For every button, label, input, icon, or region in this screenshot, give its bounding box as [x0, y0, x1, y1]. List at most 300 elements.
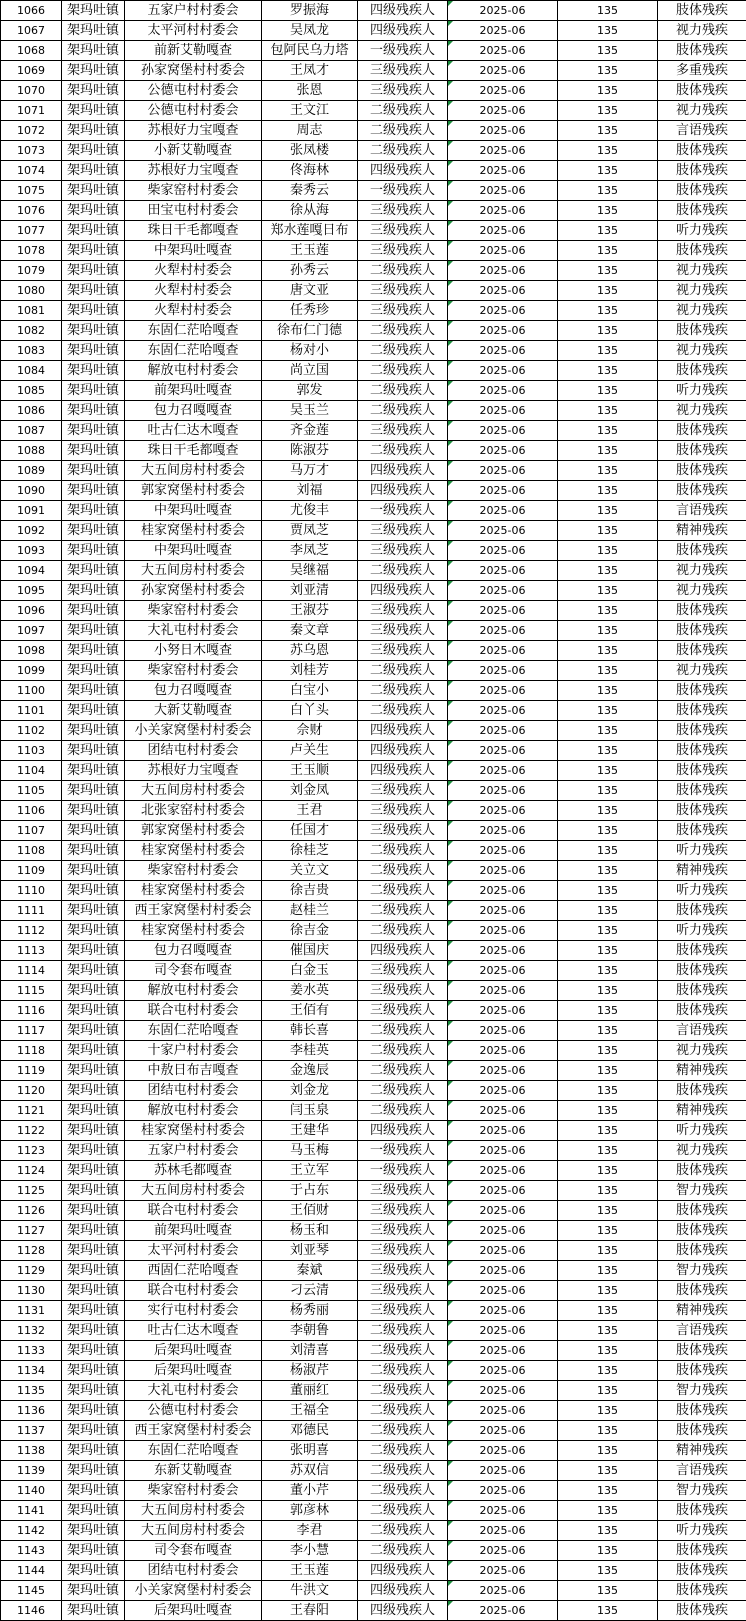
disability-grade-cell: 二级残疾人 [358, 261, 448, 281]
village-cell: 西王家窝堡村村委会 [125, 901, 262, 921]
disability-type-cell: 肢体残疾 [658, 721, 746, 741]
disability-grade-cell: 四级残疾人 [358, 161, 448, 181]
row-number-cell: 1138 [1, 1441, 62, 1461]
village-cell: 大礼屯村村委会 [125, 621, 262, 641]
village-cell: 苏根好力宝嘎查 [125, 761, 262, 781]
town-cell: 架玛吐镇 [62, 241, 125, 261]
table-row [1, 701, 746, 721]
row-number-cell: 1120 [1, 1081, 62, 1101]
amount-cell: 135 [558, 1401, 658, 1421]
town-cell: 架玛吐镇 [62, 221, 125, 241]
amount-cell: 135 [558, 1061, 658, 1081]
village-cell: 东新艾勒嘎查 [125, 1461, 262, 1481]
disability-type-cell: 智力残疾 [658, 1381, 746, 1401]
disability-grade-cell: 三级残疾人 [358, 541, 448, 561]
person-name-cell: 郑水莲嘎日布 [262, 221, 358, 241]
disability-grade-cell: 一级残疾人 [358, 1141, 448, 1161]
row-number-cell: 1131 [1, 1301, 62, 1321]
person-name-cell: 王春阳 [262, 1601, 358, 1621]
person-name-cell: 王文江 [262, 101, 358, 121]
row-number-cell: 1123 [1, 1141, 62, 1161]
person-name-cell: 白金玉 [262, 961, 358, 981]
person-name-cell: 催国庆 [262, 941, 358, 961]
town-cell: 架玛吐镇 [62, 461, 125, 481]
disability-grade-cell: 三级残疾人 [358, 421, 448, 441]
town-cell: 架玛吐镇 [62, 861, 125, 881]
village-cell: 前架玛吐嘎查 [125, 381, 262, 401]
month-cell: 2025-06 [448, 1101, 558, 1121]
amount-cell: 135 [558, 1041, 658, 1061]
month-cell: 2025-06 [448, 321, 558, 341]
amount-cell: 135 [558, 1521, 658, 1541]
row-number-cell: 1126 [1, 1201, 62, 1221]
person-name-cell: 王立军 [262, 1161, 358, 1181]
amount-cell: 135 [558, 1381, 658, 1401]
row-number-cell: 1093 [1, 541, 62, 561]
month-cell: 2025-06 [448, 1141, 558, 1161]
person-name-cell: 关立文 [262, 861, 358, 881]
village-cell: 东固仁茫哈嘎查 [125, 1021, 262, 1041]
village-cell: 珠日干毛都嘎查 [125, 221, 262, 241]
village-cell: 东固仁茫哈嘎查 [125, 341, 262, 361]
month-cell: 2025-06 [448, 81, 558, 101]
amount-cell: 135 [558, 761, 658, 781]
village-cell: 中敖日布吉嘎查 [125, 1061, 262, 1081]
person-name-cell: 李小慧 [262, 1541, 358, 1561]
disability-type-cell: 肢体残疾 [658, 481, 746, 501]
person-name-cell: 王凤才 [262, 61, 358, 81]
amount-cell: 135 [558, 1241, 658, 1261]
person-name-cell: 邓德民 [262, 1421, 358, 1441]
town-cell: 架玛吐镇 [62, 501, 125, 521]
table-row [1, 1241, 746, 1261]
disability-type-cell: 肢体残疾 [658, 621, 746, 641]
disability-grade-cell: 三级残疾人 [358, 81, 448, 101]
disability-grade-cell: 三级残疾人 [358, 301, 448, 321]
town-cell: 架玛吐镇 [62, 721, 125, 741]
amount-cell: 135 [558, 601, 658, 621]
disability-type-cell: 智力残疾 [658, 1481, 746, 1501]
table-row [1, 1481, 746, 1501]
table-row [1, 321, 746, 341]
disability-type-cell: 听力残疾 [658, 921, 746, 941]
town-cell: 架玛吐镇 [62, 1461, 125, 1481]
table-row [1, 661, 746, 681]
person-name-cell: 董小芹 [262, 1481, 358, 1501]
person-name-cell: 任秀珍 [262, 301, 358, 321]
person-name-cell: 张恩 [262, 81, 358, 101]
month-cell: 2025-06 [448, 661, 558, 681]
person-name-cell: 杨淑芹 [262, 1361, 358, 1381]
table-row [1, 1521, 746, 1541]
table-row [1, 161, 746, 181]
table-row [1, 1201, 746, 1221]
disability-grade-cell: 四级残疾人 [358, 1121, 448, 1141]
village-cell: 公德屯村村委会 [125, 81, 262, 101]
village-cell: 小关家窝堡村村委会 [125, 1581, 262, 1601]
table-row [1, 501, 746, 521]
row-number-cell: 1073 [1, 141, 62, 161]
person-name-cell: 佘财 [262, 721, 358, 741]
amount-cell: 135 [558, 461, 658, 481]
month-cell: 2025-06 [448, 581, 558, 601]
disability-type-cell: 多重残疾 [658, 61, 746, 81]
village-cell: 苏林毛都嘎查 [125, 1161, 262, 1181]
table-body [1, 1, 746, 1621]
table-row [1, 1421, 746, 1441]
row-number-cell: 1116 [1, 1001, 62, 1021]
town-cell: 架玛吐镇 [62, 741, 125, 761]
town-cell: 架玛吐镇 [62, 781, 125, 801]
amount-cell: 135 [558, 81, 658, 101]
month-cell: 2025-06 [448, 421, 558, 441]
disability-grade-cell: 四级残疾人 [358, 1, 448, 21]
person-name-cell: 王淑芬 [262, 601, 358, 621]
month-cell: 2025-06 [448, 1541, 558, 1561]
town-cell: 架玛吐镇 [62, 561, 125, 581]
disability-type-cell: 视力残疾 [658, 341, 746, 361]
town-cell: 架玛吐镇 [62, 1501, 125, 1521]
village-cell: 柴家窑村村委会 [125, 181, 262, 201]
disability-grade-cell: 三级残疾人 [358, 521, 448, 541]
town-cell: 架玛吐镇 [62, 621, 125, 641]
town-cell: 架玛吐镇 [62, 1121, 125, 1141]
disability-type-cell: 肢体残疾 [658, 81, 746, 101]
amount-cell: 135 [558, 781, 658, 801]
disability-type-cell: 肢体残疾 [658, 1401, 746, 1421]
table-row [1, 1301, 746, 1321]
town-cell: 架玛吐镇 [62, 481, 125, 501]
town-cell: 架玛吐镇 [62, 441, 125, 461]
disability-grade-cell: 二级残疾人 [358, 1521, 448, 1541]
table-row [1, 581, 746, 601]
month-cell: 2025-06 [448, 41, 558, 61]
village-cell: 东固仁茫哈嘎查 [125, 321, 262, 341]
person-name-cell: 王玉莲 [262, 241, 358, 261]
month-cell: 2025-06 [448, 681, 558, 701]
amount-cell: 135 [558, 1201, 658, 1221]
disability-grade-cell: 四级残疾人 [358, 741, 448, 761]
disability-grade-cell: 二级残疾人 [358, 381, 448, 401]
table-row [1, 241, 746, 261]
disability-type-cell: 肢体残疾 [658, 1341, 746, 1361]
town-cell: 架玛吐镇 [62, 1421, 125, 1441]
month-cell: 2025-06 [448, 101, 558, 121]
town-cell: 架玛吐镇 [62, 381, 125, 401]
village-cell: 田宝屯村村委会 [125, 201, 262, 221]
disability-type-cell: 肢体残疾 [658, 1221, 746, 1241]
village-cell: 联合屯村村委会 [125, 1201, 262, 1221]
disability-grade-cell: 二级残疾人 [358, 1101, 448, 1121]
table-row [1, 1341, 746, 1361]
row-number-cell: 1084 [1, 361, 62, 381]
amount-cell: 135 [558, 821, 658, 841]
amount-cell: 135 [558, 661, 658, 681]
amount-cell: 135 [558, 1481, 658, 1501]
disability-grade-cell: 三级残疾人 [358, 1261, 448, 1281]
amount-cell: 135 [558, 241, 658, 261]
disability-type-cell: 听力残疾 [658, 1121, 746, 1141]
town-cell: 架玛吐镇 [62, 1161, 125, 1181]
month-cell: 2025-06 [448, 401, 558, 421]
person-name-cell: 唐文亚 [262, 281, 358, 301]
table-row [1, 941, 746, 961]
amount-cell: 135 [558, 1461, 658, 1481]
row-number-cell: 1067 [1, 21, 62, 41]
disability-grade-cell: 一级残疾人 [358, 501, 448, 521]
disability-grade-cell: 二级残疾人 [358, 401, 448, 421]
month-cell: 2025-06 [448, 1521, 558, 1541]
month-cell: 2025-06 [448, 1561, 558, 1581]
amount-cell: 135 [558, 541, 658, 561]
table-row [1, 1021, 746, 1041]
disability-grade-cell: 三级残疾人 [358, 1201, 448, 1221]
table-row [1, 1281, 746, 1301]
amount-cell: 135 [558, 21, 658, 41]
person-name-cell: 牛洪文 [262, 1581, 358, 1601]
person-name-cell: 李桂英 [262, 1041, 358, 1061]
table-row [1, 361, 746, 381]
village-cell: 五家户村村委会 [125, 1, 262, 21]
row-number-cell: 1107 [1, 821, 62, 841]
disability-type-cell: 肢体残疾 [658, 601, 746, 621]
disability-type-cell: 听力残疾 [658, 841, 746, 861]
amount-cell: 135 [558, 941, 658, 961]
month-cell: 2025-06 [448, 301, 558, 321]
village-cell: 大五间房村村委会 [125, 561, 262, 581]
disability-grade-cell: 二级残疾人 [358, 1341, 448, 1361]
town-cell: 架玛吐镇 [62, 101, 125, 121]
disability-type-cell: 视力残疾 [658, 1041, 746, 1061]
person-name-cell: 秦斌 [262, 1261, 358, 1281]
village-cell: 前架玛吐嘎查 [125, 1221, 262, 1241]
town-cell: 架玛吐镇 [62, 1481, 125, 1501]
row-number-cell: 1080 [1, 281, 62, 301]
amount-cell: 135 [558, 1021, 658, 1041]
village-cell: 柴家窑村村委会 [125, 861, 262, 881]
town-cell: 架玛吐镇 [62, 61, 125, 81]
person-name-cell: 苏乌恩 [262, 641, 358, 661]
town-cell: 架玛吐镇 [62, 521, 125, 541]
disability-grade-cell: 三级残疾人 [358, 1281, 448, 1301]
disability-grade-cell: 二级残疾人 [358, 701, 448, 721]
table-row [1, 1081, 746, 1101]
amount-cell: 135 [558, 1361, 658, 1381]
table-row [1, 681, 746, 701]
month-cell: 2025-06 [448, 161, 558, 181]
table-row [1, 861, 746, 881]
village-cell: 后架玛吐嘎查 [125, 1361, 262, 1381]
village-cell: 郭家窝堡村村委会 [125, 481, 262, 501]
table-row [1, 901, 746, 921]
row-number-cell: 1136 [1, 1401, 62, 1421]
disability-type-cell: 肢体残疾 [658, 801, 746, 821]
month-cell: 2025-06 [448, 121, 558, 141]
row-number-cell: 1088 [1, 441, 62, 461]
person-name-cell: 徐吉贵 [262, 881, 358, 901]
town-cell: 架玛吐镇 [62, 1301, 125, 1321]
disability-type-cell: 肢体残疾 [658, 201, 746, 221]
town-cell: 架玛吐镇 [62, 941, 125, 961]
village-cell: 孙家窝堡村村委会 [125, 61, 262, 81]
disability-type-cell: 肢体残疾 [658, 1561, 746, 1581]
row-number-cell: 1092 [1, 521, 62, 541]
month-cell: 2025-06 [448, 541, 558, 561]
table-row [1, 1561, 746, 1581]
person-name-cell: 秦文章 [262, 621, 358, 641]
disability-type-cell: 肢体残疾 [658, 741, 746, 761]
month-cell: 2025-06 [448, 1441, 558, 1461]
disability-grade-cell: 四级残疾人 [358, 1561, 448, 1581]
person-name-cell: 齐金莲 [262, 421, 358, 441]
month-cell: 2025-06 [448, 1081, 558, 1101]
disability-grade-cell: 四级残疾人 [358, 761, 448, 781]
person-name-cell: 于占东 [262, 1181, 358, 1201]
row-number-cell: 1086 [1, 401, 62, 421]
disability-type-cell: 精神残疾 [658, 1301, 746, 1321]
month-cell: 2025-06 [448, 501, 558, 521]
month-cell: 2025-06 [448, 701, 558, 721]
disability-grade-cell: 二级残疾人 [358, 1501, 448, 1521]
village-cell: 包力召嘎嘎查 [125, 401, 262, 421]
amount-cell: 135 [558, 881, 658, 901]
month-cell: 2025-06 [448, 1281, 558, 1301]
amount-cell: 135 [558, 1221, 658, 1241]
table-row [1, 741, 746, 761]
town-cell: 架玛吐镇 [62, 1441, 125, 1461]
disability-grade-cell: 二级残疾人 [358, 841, 448, 861]
row-number-cell: 1101 [1, 701, 62, 721]
disability-grade-cell: 二级残疾人 [358, 881, 448, 901]
person-name-cell: 王佰财 [262, 1201, 358, 1221]
table-row [1, 1001, 746, 1021]
disability-type-cell: 言语残疾 [658, 1461, 746, 1481]
table-row [1, 421, 746, 441]
amount-cell: 135 [558, 421, 658, 441]
village-cell: 柴家窑村村委会 [125, 1481, 262, 1501]
month-cell: 2025-06 [448, 781, 558, 801]
village-cell: 火犁村村委会 [125, 261, 262, 281]
month-cell: 2025-06 [448, 601, 558, 621]
table-row [1, 1181, 746, 1201]
disability-type-cell: 肢体残疾 [658, 1421, 746, 1441]
month-cell: 2025-06 [448, 201, 558, 221]
disability-type-cell: 言语残疾 [658, 121, 746, 141]
disability-type-cell: 视力残疾 [658, 1141, 746, 1161]
amount-cell: 135 [558, 261, 658, 281]
table-row [1, 1161, 746, 1181]
disability-grade-cell: 三级残疾人 [358, 1221, 448, 1241]
person-name-cell: 杨对小 [262, 341, 358, 361]
person-name-cell: 秦秀云 [262, 181, 358, 201]
row-number-cell: 1105 [1, 781, 62, 801]
disability-grade-cell: 三级残疾人 [358, 981, 448, 1001]
month-cell: 2025-06 [448, 961, 558, 981]
table-row [1, 1141, 746, 1161]
amount-cell: 135 [558, 641, 658, 661]
town-cell: 架玛吐镇 [62, 1321, 125, 1341]
village-cell: 桂家窝堡村村委会 [125, 921, 262, 941]
person-name-cell: 尚立国 [262, 361, 358, 381]
disability-type-cell: 肢体残疾 [658, 1281, 746, 1301]
month-cell: 2025-06 [448, 1421, 558, 1441]
disability-grade-cell: 三级残疾人 [358, 821, 448, 841]
person-name-cell: 张凤楼 [262, 141, 358, 161]
disability-grade-cell: 二级残疾人 [358, 321, 448, 341]
table-row [1, 101, 746, 121]
disability-grade-cell: 二级残疾人 [358, 561, 448, 581]
person-name-cell: 金逸辰 [262, 1061, 358, 1081]
month-cell: 2025-06 [448, 981, 558, 1001]
person-name-cell: 徐吉金 [262, 921, 358, 941]
person-name-cell: 陈淑芬 [262, 441, 358, 461]
amount-cell: 135 [558, 1261, 658, 1281]
disability-grade-cell: 四级残疾人 [358, 941, 448, 961]
town-cell: 架玛吐镇 [62, 341, 125, 361]
disability-grade-cell: 三级残疾人 [358, 1301, 448, 1321]
amount-cell: 135 [558, 701, 658, 721]
village-cell: 珠日干毛都嘎查 [125, 441, 262, 461]
month-cell: 2025-06 [448, 1221, 558, 1241]
person-name-cell: 李君 [262, 1521, 358, 1541]
disability-type-cell: 精神残疾 [658, 521, 746, 541]
disability-type-cell: 视力残疾 [658, 21, 746, 41]
row-number-cell: 1117 [1, 1021, 62, 1041]
row-number-cell: 1079 [1, 261, 62, 281]
month-cell: 2025-06 [448, 1301, 558, 1321]
amount-cell: 135 [558, 721, 658, 741]
disability-type-cell: 精神残疾 [658, 1061, 746, 1081]
amount-cell: 135 [558, 1501, 658, 1521]
disability-grade-cell: 四级残疾人 [358, 21, 448, 41]
table-row [1, 181, 746, 201]
village-cell: 苏根好力宝嘎查 [125, 161, 262, 181]
table-row [1, 201, 746, 221]
row-number-cell: 1124 [1, 1161, 62, 1181]
town-cell: 架玛吐镇 [62, 281, 125, 301]
amount-cell: 135 [558, 921, 658, 941]
row-number-cell: 1113 [1, 941, 62, 961]
amount-cell: 135 [558, 1321, 658, 1341]
amount-cell: 135 [558, 161, 658, 181]
disability-type-cell: 肢体残疾 [658, 541, 746, 561]
row-number-cell: 1112 [1, 921, 62, 941]
table-row [1, 541, 746, 561]
table-row [1, 221, 746, 241]
table-row [1, 1601, 746, 1621]
table-row [1, 1401, 746, 1421]
table-row [1, 1221, 746, 1241]
disability-grade-cell: 三级残疾人 [358, 201, 448, 221]
row-number-cell: 1097 [1, 621, 62, 641]
village-cell: 解放屯村村委会 [125, 1101, 262, 1121]
month-cell: 2025-06 [448, 1261, 558, 1281]
village-cell: 火犁村村委会 [125, 281, 262, 301]
disability-grade-cell: 二级残疾人 [358, 361, 448, 381]
month-cell: 2025-06 [448, 621, 558, 641]
town-cell: 架玛吐镇 [62, 261, 125, 281]
village-cell: 苏根好力宝嘎查 [125, 121, 262, 141]
table-row [1, 1541, 746, 1561]
amount-cell: 135 [558, 341, 658, 361]
town-cell: 架玛吐镇 [62, 961, 125, 981]
month-cell: 2025-06 [448, 1381, 558, 1401]
village-cell: 后架玛吐嘎查 [125, 1341, 262, 1361]
month-cell: 2025-06 [448, 461, 558, 481]
town-cell: 架玛吐镇 [62, 421, 125, 441]
disability-grade-cell: 二级残疾人 [358, 341, 448, 361]
month-cell: 2025-06 [448, 721, 558, 741]
